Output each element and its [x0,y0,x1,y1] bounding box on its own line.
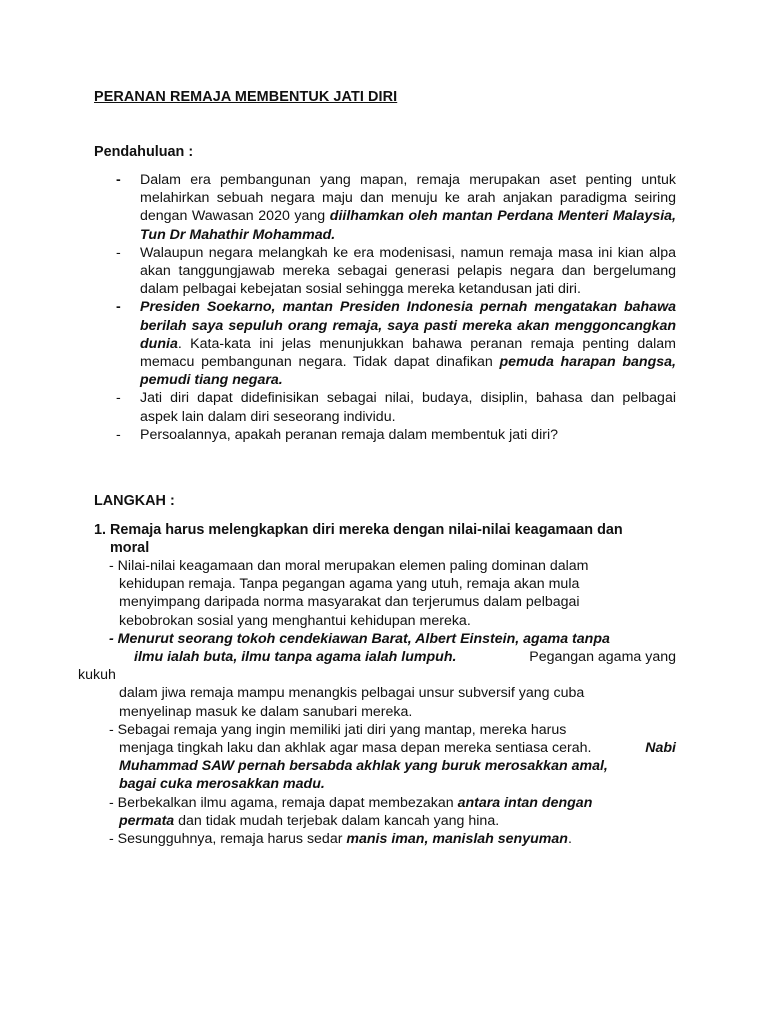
quote-emphasis: ilmu ialah buta, ilmu tanpa agama ialah lumpuh. [134,649,457,666]
list-item [94,298,676,389]
list-item-emphasis: diilhamkan oleh mantan Perdana Menteri Malaysia, Tun Dr Mahathir Mohammad. [140,208,676,243]
paragraph-text: - Sesungguhnya, remaja harus sedar [109,831,347,848]
paragraph-line: - Sebagai remaja yang ingin memiliki jati diri yang mantap, mereka harus [109,721,567,738]
list-bullet: - [116,244,121,261]
quote-line: Muhammad SAW pernah bersabda akhlak yang buruk merosakkan amal, [119,758,608,775]
quote-line [94,648,676,666]
list-bullet: - [116,299,121,316]
list-item [94,389,676,425]
paragraph-line: menyelinap masuk ke dalam sanubari mereka. [119,703,413,720]
paragraph-text: . [567,831,572,848]
list-item-text: . Kata-kata ini jelas menunjukkan bahawa peranan remaja penting dalam memacu pembangunan negara. Tidak dapat dinafikan [140,335,676,371]
paragraph-line: dalam jiwa remaja mampu menangkis pelbagai unsur subversif yang cuba [119,685,585,702]
list-bullet: - [116,426,121,443]
list-item-text: Persoalannya, apakah peranan remaja dalam membentuk jati diri? [140,426,558,443]
document-title: PERANAN REMAJA MEMBENTUK JATI DIRI [94,89,398,105]
list-item-text: Dalam era pembangunan yang mapan, remaja merupakan aset penting untuk melahirkan sebuah negara maju dan menuju ke arah anjakan paradigma seiring dengan Wawasan 2020 yang [140,172,676,225]
quote-line: - Menurut seorang tokoh cendekiawan Barat, Albert Einstein, agama tanpa [109,630,610,647]
quote-emphasis: Nabi [645,740,676,757]
langkah-heading: LANGKAH : [94,493,175,509]
pendahuluan-heading: Pendahuluan : [94,144,194,160]
list-item [94,171,676,244]
list-item-emphasis: pemuda harapan bangsa, pemudi tiang negara. [140,354,676,389]
list-bullet: - [116,172,121,188]
quote-line: bagai cuka merosakkan madu. [119,776,325,793]
step-1-body [78,557,676,848]
paragraph-line [94,739,676,757]
paragraph-text: menjaga tingkah laku dan akhlak agar masa depan mereka sentiasa cerah. [119,740,592,757]
pendahuluan-list [94,171,676,444]
paragraph-text: - Berbekalkan ilmu agama, remaja dapat membezakan [109,794,458,811]
paragraph-line [94,830,676,848]
list-bullet: - [116,390,121,407]
paragraph-line: kehidupan remaja. Tanpa pegangan agama yang utuh, remaja akan mula [119,576,580,593]
list-item-emphasis: Presiden Soekarno, mantan Presiden Indonesia pernah mengatakan bahawa berilah saya sepuluh orang remaja, saya pasti mereka akan menggoncangkan dunia [140,299,676,352]
paragraph-text: Pegangan agama yang [529,649,676,666]
paragraph-line [94,812,676,830]
list-item-text: Jati diri dapat didefinisikan sebagai nilai, budaya, disiplin, bahasa dan pelbagai aspek lain dalam diri seseorang individu. [140,390,676,425]
paragraph-line: - Nilai-nilai keagamaan dan moral merupakan elemen paling dominan dalam [109,558,589,574]
quote-emphasis: antara intan dengan [457,794,593,811]
list-item [94,426,676,444]
paragraph-text: dan tidak mudah terjebak dalam kancah yang hina. [174,812,500,829]
paragraph-line: kebobrokan sosial yang menghantui kehidupan mereka. [119,612,471,629]
paragraph-line: kukuh [78,667,116,684]
quote-emphasis: permata [119,812,175,829]
list-item [94,244,676,299]
step-heading-line: 1. Remaja harus melengkapkan diri mereka dengan nilai-nilai keagamaan dan [94,522,623,538]
step-heading-line: moral [110,540,150,557]
quote-emphasis: manis iman, manislah senyuman [346,831,568,848]
paragraph-line [94,794,676,812]
list-item-text: Walaupun negara melangkah ke era modenisasi, namun remaja masa ini kian alpa akan tanggungjawab mereka sebagai generasi pelapis negara dan bergelumang dalam pelbagai kebejatan sosial sehingga mereka ketandusan jati diri. [140,244,676,298]
paragraph-line: menyimpang daripada norma masyarakat dan terjerumus dalam pelbagai [119,594,580,611]
step-1-heading [94,521,674,558]
